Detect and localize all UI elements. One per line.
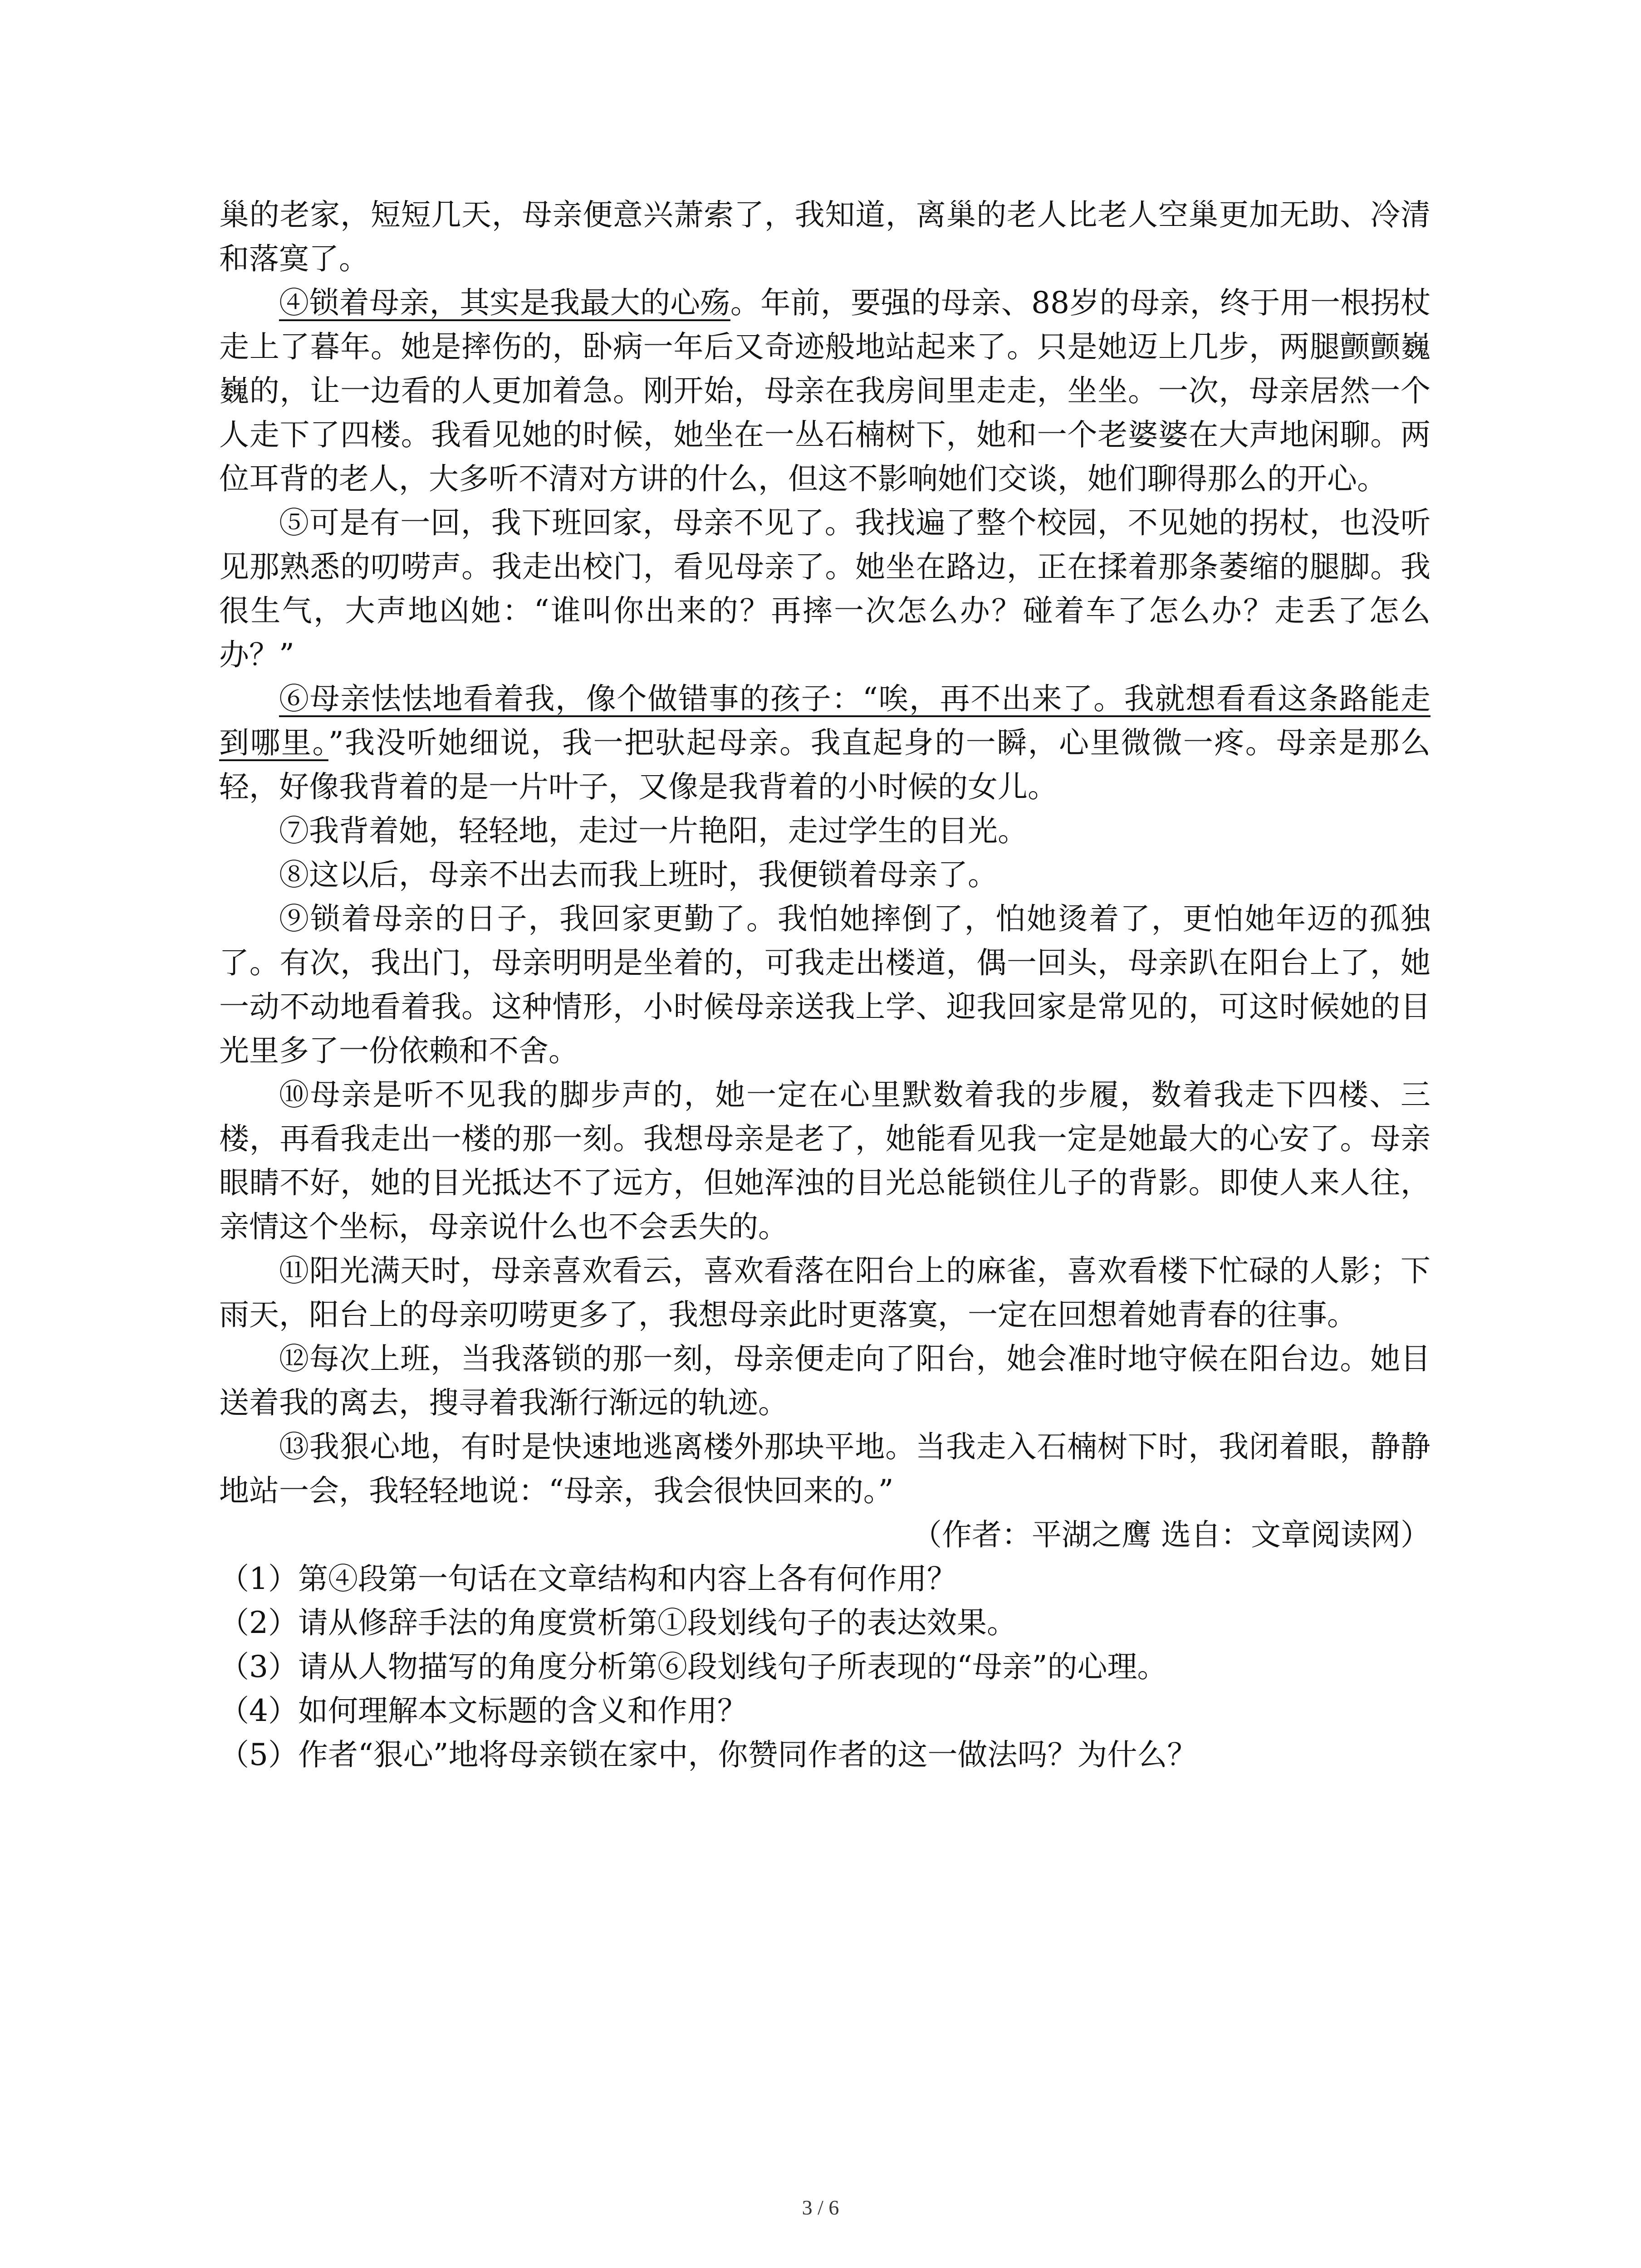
question-item: （4）如何理解本文标题的含义和作用？ [219,1693,747,1728]
document-page [219,193,1430,1777]
paragraph-10: ⑩母亲是听不见我的脚步声的，她一定在心里默数着我的步履，数着我走下四楼、三楼，再看我走出一楼的那一刻。我想母亲是老了，她能看见我一定是她最大的心安了。母亲眼睛不好，她的目光抵达不了远方，但她浑浊的目光总能锁住儿子的背影。即使人来人往，亲情这个坐标，母亲说什么也不会丢失的。 [219,1077,1430,1244]
paragraph-9: ⑨锁着母亲的日子，我回家更勤了。我怕她摔倒了，怕她烫着了，更怕她年迈的孤独了。有次，我出门，母亲明明是坐着的，可我走出楼道，偶一回头，母亲趴在阳台上了，她一动不动地看着我。这种情形，小时候母亲送我上学、迎我回家是常见的，可这时候她的目光里多了一份依赖和不舍。 [219,901,1430,1068]
paragraph-11: ⑪阳光满天时，母亲喜欢看云，喜欢看落在阳台上的麻雀，喜欢看楼下忙碌的人影；下雨天，阳台上的母亲叨唠更多了，我想母亲此时更落寞，一定在回想着她青春的往事。 [219,1253,1430,1332]
question-list [219,1557,1430,1777]
paragraph-6-text: ”我没听她细说，我一把驮起母亲。我直起身的一瞬，心里微微一疼。母亲是那么轻，好像我背着的是一片叶子，又像是我背着的小时候的女儿。 [219,725,1431,804]
paragraph-7: ⑦我背着她，轻轻地，走过一片艳阳，走过学生的目光。 [279,813,1028,848]
question-item: （2）请从修辞手法的角度赏析第①段划线句子的表达效果。 [219,1605,1017,1640]
question-item: （1）第④段第一句话在文章结构和内容上各有何作用？ [219,1561,957,1596]
source-attribution: （作者：平湖之鹰 选自：文章阅读网） [912,1517,1430,1552]
page-number: 3 / 6 [802,2196,839,2219]
paragraph-4 [219,281,1430,501]
paragraph-continued: 巢的老家，短短几天，母亲便意兴萧索了，我知道，离巢的老人比老人空巢更加无助、冷清和落寞了。 [219,197,1430,276]
paragraph-6 [219,677,1430,809]
paragraph-12: ⑫每次上班，当我落锁的那一刻，母亲便走向了阳台，她会准时地守候在阳台边。她目送着我的离去，搜寻着我渐行渐远的轨迹。 [219,1341,1430,1420]
underlined-sentence-6: ⑥母亲怯怯地看着我，像个做错事的孩子：“唉，再不出来了。我就想看看这条路能走到哪里。 [219,681,1430,760]
paragraph-13: ⑬我狠心地，有时是快速地逃离楼外那块平地。当我走入石楠树下时，我闭着眼，静静地站一会，我轻轻地说：“母亲，我会很快回来的。” [219,1429,1430,1508]
paragraph-4-text: 。年前，要强的母亲、88岁的母亲，终于用一根拐杖走上了暮年。她是摔伤的，卧病一年后又奇迹般地站起来了。只是她迈上几步，两腿颤颤巍巍的，让一边看的人更加着急。刚开始，母亲在我房间里走走，坐坐。一次，母亲居然一个人走下了四楼。我看见她的时候，她坐在一丛石楠树下，她和一个老婆婆在大声地闲聊。两位耳背的老人，大多听不清对方讲的什么，但这不影响她们交谈，她们聊得那么的开心。 [219,285,1431,496]
paragraph-5: ⑤可是有一回，我下班回家，母亲不见了。我找遍了整个校园，不见她的拐杖，也没听见那熟悉的叨唠声。我走出校门，看见母亲了。她坐在路边，正在揉着那条萎缩的腿脚。我很生气，大声地凶她：“谁叫你出来的？再摔一次怎么办？碰着车了怎么办？走丢了怎么办？” [219,505,1430,672]
underlined-sentence-4: ④锁着母亲，其实是我最大的心殇 [279,285,730,320]
paragraph-8: ⑧这以后，母亲不出去而我上班时，我便锁着母亲了。 [279,857,998,892]
question-item: （3）请从人物描写的角度分析第⑥段划线句子所表现的“母亲”的心理。 [219,1649,1167,1684]
question-item: （5）作者“狠心”地将母亲锁在家中，你赞同作者的这一做法吗？为什么？ [219,1737,1197,1772]
